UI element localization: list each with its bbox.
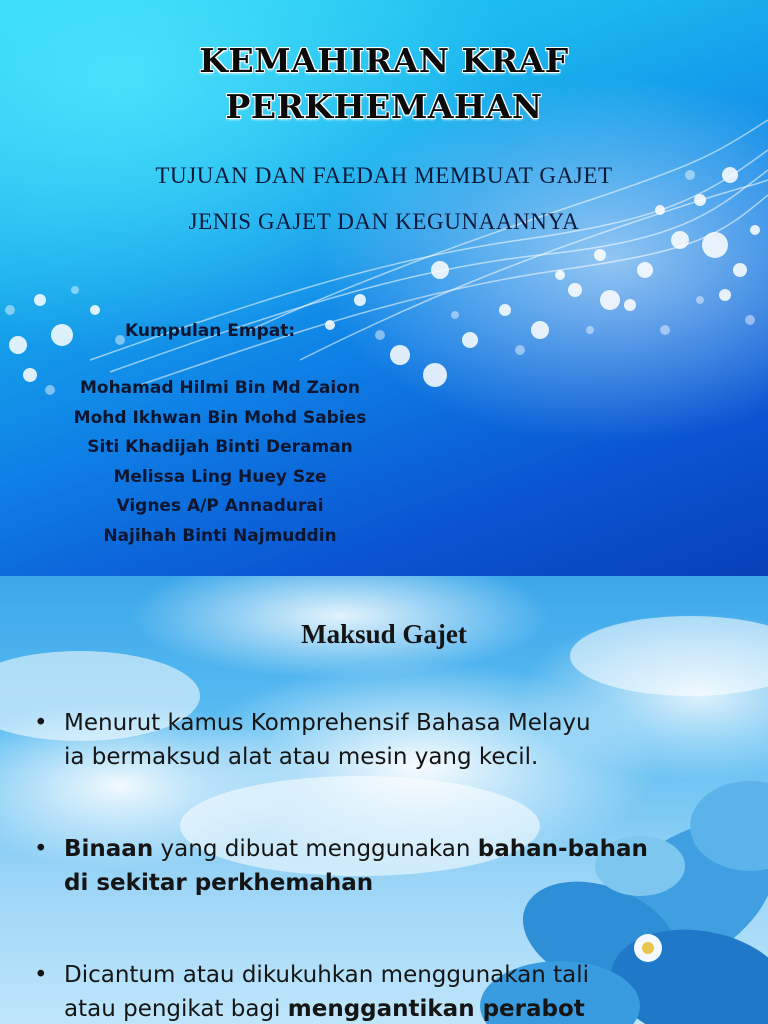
subtitle-purpose: TUJUAN DAN FAEDAH MEMBUAT GAJET <box>155 163 613 188</box>
bullet-item <box>34 958 744 1024</box>
content-slide <box>0 576 768 1024</box>
bullet-text: ia bermaksud alat atau mesin yang kecil. <box>64 744 539 770</box>
bullet-marker: • <box>34 836 48 862</box>
bullet-text: yang dibuat menggunakan <box>153 836 478 862</box>
bullet-text-bold: Binaan <box>64 836 154 862</box>
member-name: Mohamad Hilmi Bin Md Zaion <box>79 378 360 398</box>
member-list <box>20 374 420 551</box>
bullet-marker: • <box>34 962 48 988</box>
bullet-item <box>34 832 744 900</box>
member-name: Vignes A/P Annadurai <box>116 496 324 516</box>
slide-title: Maksud Gajet <box>301 619 467 649</box>
bullet-text: atau pengikat bagi <box>64 996 288 1022</box>
group-label: Kumpulan Empat: <box>125 321 296 341</box>
bullet-marker: • <box>34 710 48 736</box>
bullet-text: Menurut kamus Komprehensif Bahasa Melayu <box>64 710 591 736</box>
member-name: Melissa Ling Huey Sze <box>113 466 327 487</box>
member-name: Mohd Ikhwan Bin Mohd Sabies <box>73 407 367 428</box>
bullet-list <box>34 706 744 1024</box>
member-name: Siti Khadijah Binti Deraman <box>87 437 353 457</box>
bullet-text: Dicantum atau dikukuhkan menggunakan tali <box>64 962 590 988</box>
bullet-text-bold: menggantikan perabot <box>287 996 585 1022</box>
slide-title: KEMAHIRAN KRAF PERKHEMAHAN <box>199 41 569 126</box>
bullet-text-bold: bahan-bahan <box>477 836 648 862</box>
bullet-item <box>34 706 744 774</box>
bullet-text-bold: di sekitar perkhemahan <box>64 870 374 896</box>
subtitle-types: JENIS GAJET DAN KEGUNAANNYA <box>188 209 580 234</box>
member-name: Najihah Binti Najmuddin <box>103 525 337 546</box>
